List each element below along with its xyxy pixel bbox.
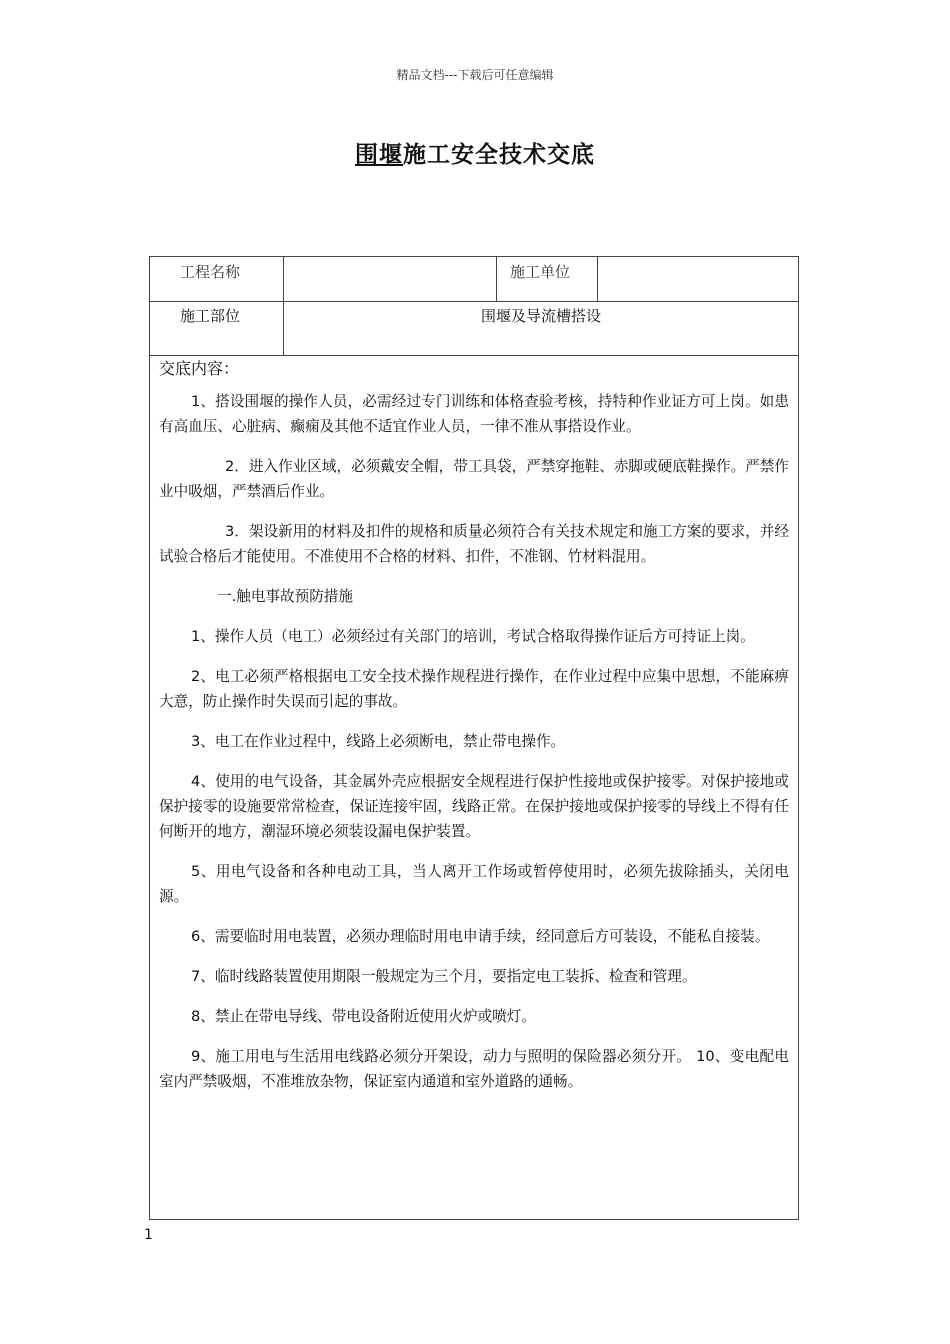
- paragraph: 5、用电气设备和各种电动工具，当人离开工作场或暂停使用时，必须先拔除插头，关闭电源。: [159, 863, 789, 905]
- paragraph: 8、禁止在带电导线、带电设备附近使用火炉或喷灯。: [191, 1008, 536, 1025]
- construction-unit-label: 施工单位: [510, 263, 571, 281]
- title-underlined: 围堰: [355, 142, 403, 168]
- construction-location-label: 施工部位: [180, 307, 241, 325]
- paragraph: 3、电工在作业过程中，线路上必须断电，禁止带电操作。: [191, 733, 566, 750]
- row-divider-1: [150, 301, 798, 302]
- paragraph: 2、电工必须严格根据电工安全技术操作规程进行操作，在作业过程中应集中思想，不能麻痹大意，防止操作时失误而引起的事故。: [159, 668, 789, 710]
- disclosure-table: [149, 256, 799, 1220]
- paragraph: 9、施工用电与生活用电线路必须分开架设，动力与照明的保险器必须分开。 10、变电配电室内严禁吸烟，不准堆放杂物，保证室内通道和室外道路的通畅。: [159, 1048, 789, 1090]
- row-divider-2: [150, 355, 798, 356]
- title-rest: 施工安全技术交底: [403, 142, 595, 168]
- col-divider-3: [597, 257, 598, 301]
- disclosure-content: [159, 357, 789, 1109]
- paragraph: 2．进入作业区域，必须戴安全帽，带工具袋，严禁穿拖鞋、赤脚或硬底鞋操作。严禁作业中吸烟，严禁酒后作业。: [159, 458, 789, 500]
- paragraph: 7、临时线路装置使用期限一般规定为三个月，要指定电工装拆、检查和管理。: [191, 968, 697, 985]
- construction-location-value: 围堰及导流槽搭设: [480, 307, 601, 325]
- header-note: 精品文档---下载后可任意编辑: [396, 68, 554, 82]
- content-heading: 交底内容：: [159, 359, 240, 378]
- paragraph: 3．架设新用的材料及扣件的规格和质量必须符合有关技术规定和施工方案的要求，并经试验合格后才能使用。不准使用不合格的材料、扣件，不准钢、竹材料混用。: [159, 523, 789, 565]
- paragraph: 4、使用的电气设备，其金属外壳应根据安全规程进行保护性接地或保护接零。对保护接地或保护接零的设施要常常检查，保证连接牢固，线路正常。在保护接地或保护接零的导线上不得有任何断开的地方，潮湿环境必须装设漏电保护装置。: [159, 773, 789, 840]
- paragraph: 1、操作人员（电工）必须经过有关部门的培训，考试合格取得操作证后方可持证上岗。: [191, 628, 755, 645]
- paragraph: 1、搭设围堰的操作人员，必需经过专门训练和体格查验考核，持特种作业证方可上岗。如患有高血压、心脏病、癫痫及其他不适宜作业人员，一律不准从事搭设作业。: [159, 393, 789, 435]
- page-number: 1: [144, 1227, 153, 1243]
- section-heading: 一.触电事故预防措施: [217, 588, 353, 605]
- page-title: [0, 136, 950, 169]
- paragraph: 6、需要临时用电装置，必须办理临时用电申请手续，经同意后方可装设，不能私自接装。: [191, 928, 770, 945]
- col-divider-2: [496, 257, 497, 301]
- project-name-label: 工程名称: [180, 263, 241, 281]
